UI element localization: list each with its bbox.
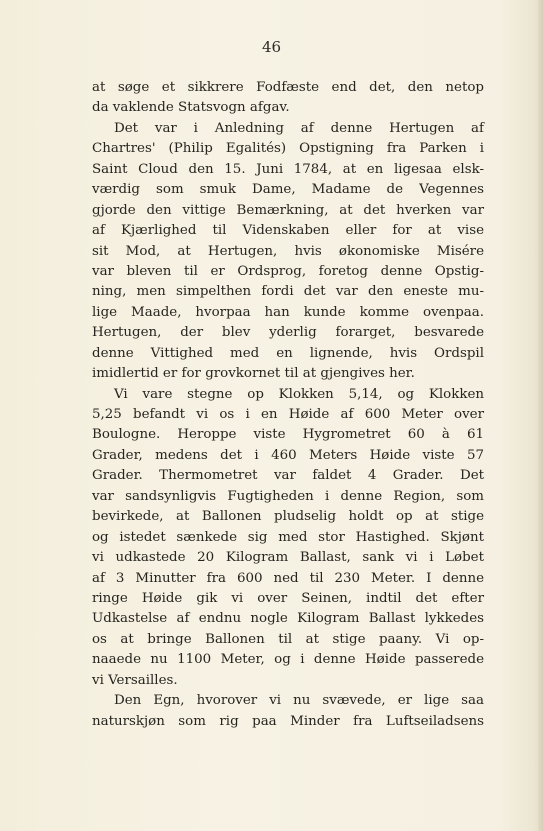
text-line: os at bringe Ballonen til at stige paany. Vi op- [92,631,484,647]
text-line: denne Vittighed med en lignende, hvis Ordspil [92,345,484,361]
page-edge [538,0,543,831]
text-line: ning, men simpelthen fordi det var den eneste mu- [92,284,484,300]
text-line: ringe Høide gik vi over Seinen, indtil det efter [92,590,484,606]
text-line: at søge et sikkrere Fodfæste end det, den netop [92,80,484,95]
text-line: Den Egn, hvorover vi nu svævede, er lige saa [114,693,484,709]
text-line: af Kjærlighed til Videnskaben eller for at vise [92,223,484,239]
text-line: Boulogne. Heroppe viste Hygrometret 60 à 61 [92,427,484,443]
text-line: Det var i Anledning af denne Hertugen af [114,120,484,136]
text-line: var bleven til er Ordsprog, foretog denne Opstig- [92,263,484,279]
text-line: af 3 Minutter fra 600 ned til 230 Meter. I denne [92,570,484,586]
text-line: 5,25 befandt vi os i en Høide af 600 Meter over [92,407,484,422]
text-line: gjorde den vittige Bemærkning, at det hverken var [92,202,484,218]
text-line: bevirkede, at Ballonen pludselig holdt op at stige [92,509,484,525]
text-line: lige Maade, hvorpaa han kunde komme ovenpaa. [92,304,484,320]
text-line: vi udkastede 20 Kilogram Ballast, sank vi i Løbet [92,550,484,566]
text-line: da vaklende Statsvogn afgav. [92,100,290,116]
text-line: Chartres' (Philip Egalités) Opstigning fra Parken i [92,141,484,157]
text-line: imidlertid er for grovkornet til at gjengives her. [92,366,415,382]
text-line: Udkastelse af endnu nogle Kilogram Ballast lykkedes [92,611,484,627]
text-line: og istedet sænkede sig med stor Hastighed. Skjønt [92,529,484,545]
text-line: naturskjøn som rig paa Minder fra Luftseiladsens [92,713,484,729]
text-line: Hertugen, der blev yderlig forarget, besvarede [92,325,484,341]
text-line: Saint Cloud den 15. Juni 1784, at en ligesaa elsk- [92,161,484,177]
text-line: vi Versailles. [92,672,178,688]
text-line: Grader, medens det i 460 Meters Høide viste 57 [92,447,484,463]
text-line: værdig som smuk Dame, Madame de Vegennes [92,182,484,198]
text-line: Grader. Thermometret var faldet 4 Grader. Det [92,468,484,484]
text-line: var sandsynligvis Fugtigheden i denne Region, som [92,488,484,504]
text-line: Vi vare stegne op Klokken 5,14, og Klokken [114,386,484,402]
page-number: 46 [261,38,282,56]
body-text [92,78,484,732]
text-line: sit Mod, at Hertugen, hvis økonomiske Misére [92,243,484,259]
text-line: naaede nu 1100 Meter, og i denne Høide passerede [92,652,484,668]
